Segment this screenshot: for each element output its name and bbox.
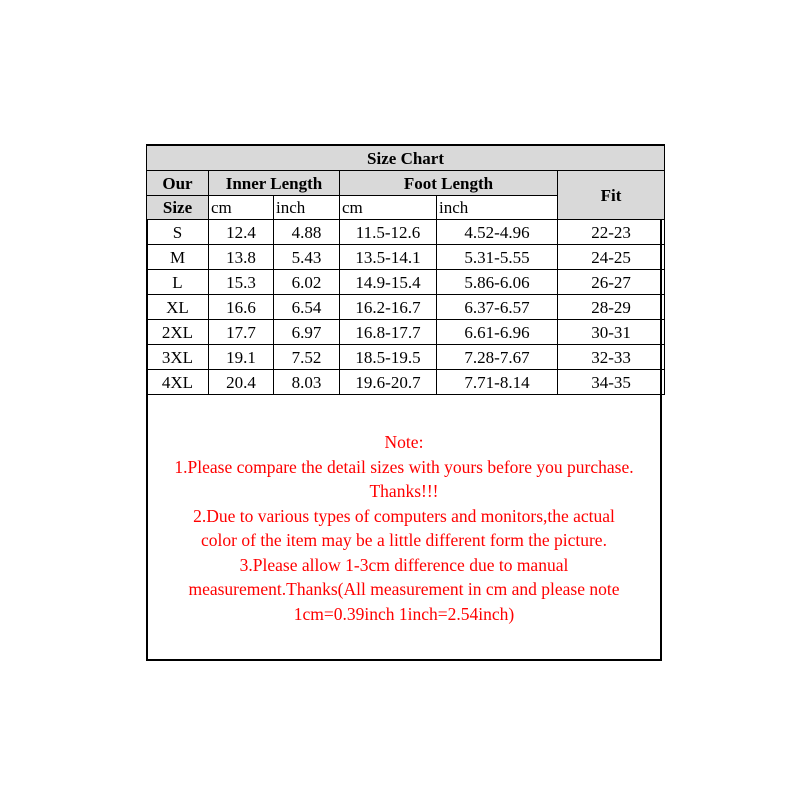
size-cell: 4XL <box>147 370 209 395</box>
foot-inch-cell: 7.28-7.67 <box>437 345 558 370</box>
foot-cm-cell: 18.5-19.5 <box>340 345 437 370</box>
inner-inch-cell: 6.02 <box>274 270 340 295</box>
fit-cell: 22-23 <box>558 220 665 245</box>
inner-inch-cell: 5.43 <box>274 245 340 270</box>
note-line: 2.Due to various types of computers and monitors,the actual <box>193 505 615 526</box>
fit-cell: 32-33 <box>558 345 665 370</box>
inner-cm-cell: 19.1 <box>209 345 274 370</box>
foot-inch-unit: inch <box>437 196 558 220</box>
our-size-header-2: Size <box>147 196 209 220</box>
foot-cm-cell: 14.9-15.4 <box>340 270 437 295</box>
table-row <box>147 220 665 245</box>
foot-cm-cell: 19.6-20.7 <box>340 370 437 395</box>
notes-block <box>148 430 660 626</box>
foot-inch-cell: 5.86-6.06 <box>437 270 558 295</box>
size-cell: 3XL <box>147 345 209 370</box>
size-cell: XL <box>147 295 209 320</box>
note-heading: Note: <box>384 432 424 452</box>
inner-inch-cell: 6.54 <box>274 295 340 320</box>
inner-cm-cell: 15.3 <box>209 270 274 295</box>
foot-inch-cell: 4.52-4.96 <box>437 220 558 245</box>
foot-cm-cell: 13.5-14.1 <box>340 245 437 270</box>
note-line: 3.Please allow 1-3cm difference due to manual <box>239 554 569 575</box>
fit-header: Fit <box>558 171 665 220</box>
size-cell: L <box>147 270 209 295</box>
inner-cm-cell: 16.6 <box>209 295 274 320</box>
table-row <box>147 320 665 345</box>
our-size-header: Our <box>147 171 209 196</box>
inner-cm-cell: 20.4 <box>209 370 274 395</box>
table-row <box>147 370 665 395</box>
size-chart-table <box>146 144 665 395</box>
note-line: Thanks!!! <box>369 481 439 501</box>
table-row <box>147 245 665 270</box>
fit-cell: 26-27 <box>558 270 665 295</box>
fit-cell: 24-25 <box>558 245 665 270</box>
foot-inch-cell: 5.31-5.55 <box>437 245 558 270</box>
foot-inch-cell: 7.71-8.14 <box>437 370 558 395</box>
foot-inch-cell: 6.61-6.96 <box>437 320 558 345</box>
foot-cm-cell: 16.8-17.7 <box>340 320 437 345</box>
inner-inch-unit: inch <box>274 196 340 220</box>
size-chart-title: Size Chart <box>147 145 665 171</box>
fit-cell: 34-35 <box>558 370 665 395</box>
table-row <box>147 345 665 370</box>
inner-cm-unit: cm <box>209 196 274 220</box>
foot-cm-unit: cm <box>340 196 437 220</box>
note-line: color of the item may be a little different form the picture. <box>201 530 607 550</box>
inner-cm-cell: 12.4 <box>209 220 274 245</box>
table-row <box>147 270 665 295</box>
inner-cm-cell: 13.8 <box>209 245 274 270</box>
foot-length-header: Foot Length <box>340 171 558 196</box>
size-cell: S <box>147 220 209 245</box>
inner-cm-cell: 17.7 <box>209 320 274 345</box>
note-line: measurement.Thanks(All measurement in cm and please note <box>188 579 620 599</box>
foot-cm-cell: 16.2-16.7 <box>340 295 437 320</box>
foot-inch-cell: 6.37-6.57 <box>437 295 558 320</box>
inner-inch-cell: 4.88 <box>274 220 340 245</box>
size-cell: M <box>147 245 209 270</box>
inner-inch-cell: 8.03 <box>274 370 340 395</box>
fit-cell: 30-31 <box>558 320 665 345</box>
inner-inch-cell: 6.97 <box>274 320 340 345</box>
inner-inch-cell: 7.52 <box>274 345 340 370</box>
foot-cm-cell: 11.5-12.6 <box>340 220 437 245</box>
table-row <box>147 295 665 320</box>
size-cell: 2XL <box>147 320 209 345</box>
fit-cell: 28-29 <box>558 295 665 320</box>
note-line: 1cm=0.39inch 1inch=2.54inch) <box>293 603 515 624</box>
inner-length-header: Inner Length <box>209 171 340 196</box>
note-line: 1.Please compare the detail sizes with yours before you purchase. <box>174 456 634 477</box>
